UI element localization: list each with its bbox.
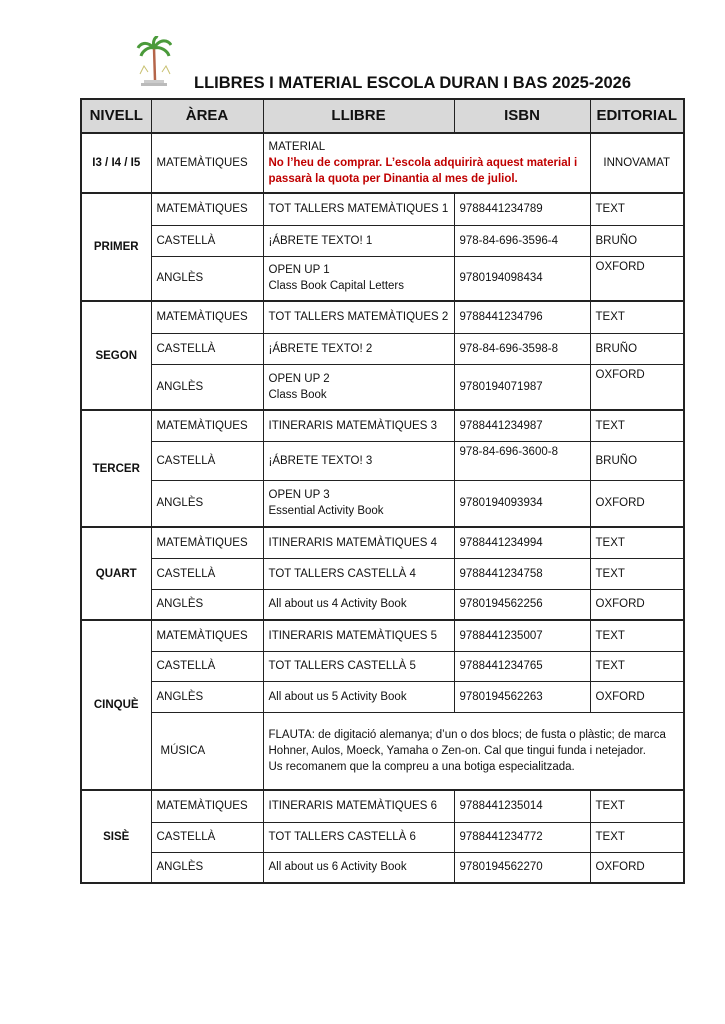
book-cell [263,333,454,364]
table-row [81,620,684,651]
table-row [81,589,684,620]
table-row [81,225,684,256]
isbn-cell: 9788441235014 [454,790,590,822]
book-cell [263,527,454,558]
table-row [81,193,684,225]
isbn-cell: 9780194071987 [454,364,590,410]
isbn-cell: 9780194093934 [454,480,590,527]
editorial-cell: TEXT [590,651,684,681]
table-row [81,480,684,527]
book-title: TOT TALLERS CASTELLÀ 5 [268,660,416,672]
area-cell: ANGLÈS [151,256,263,301]
editorial-cell: TEXT [590,620,684,651]
editorial-cell: BRUÑO [590,441,684,480]
area-cell: MATEMÀTIQUES [151,193,263,225]
book-title: OPEN UP 1 [268,264,330,277]
book-title: MATERIAL [268,141,326,153]
header-nivell: NIVELL [81,99,151,133]
area-cell: MÚSICA [151,712,263,790]
header-area: ÀREA [151,99,263,133]
header-llibre: LLIBRE [263,99,454,133]
level-cell: I3 / I4 / I5 [81,133,151,193]
book-cell [263,364,454,410]
header-isbn: ISBN [454,99,590,133]
area-cell: MATEMÀTIQUES [151,410,263,441]
area-cell: CASTELLÀ [151,822,263,852]
isbn-cell: 9780194562256 [454,589,590,620]
isbn-cell: 9788441234796 [454,301,590,333]
editorial-cell: TEXT [590,822,684,852]
area-cell: MATEMÀTIQUES [151,790,263,822]
isbn-cell: 978-84-696-3596-4 [454,225,590,256]
book-title: All about us 6 Activity Book [268,861,407,874]
music-description-cell [263,712,684,790]
table-row [81,333,684,364]
book-title: All about us 4 Activity Book [268,598,407,611]
level-cell: TERCER [81,410,151,527]
book-cell [263,620,454,651]
table-header [81,99,684,133]
table-row [81,133,684,193]
music-recommendation: Us recomanem que la compreu a una botiga especialitzada. [268,760,575,773]
book-cell [263,589,454,620]
area-cell: ANGLÈS [151,364,263,410]
area-cell: CASTELLÀ [151,651,263,681]
isbn-cell: 9788441234987 [454,410,590,441]
isbn-cell: 9780194562270 [454,852,590,883]
table-row [81,790,684,822]
area-cell: ANGLÈS [151,480,263,527]
area-cell: CASTELLÀ [151,225,263,256]
level-cell: CINQUÈ [81,620,151,790]
area-cell: ANGLÈS [151,681,263,712]
book-title: ITINERARIS MATEMÀTIQUES 4 [268,536,437,549]
table-row [81,441,684,480]
book-title: ITINERARIS MATEMÀTIQUES 3 [268,419,437,432]
book-title: ¡ÁBRETE TEXTO! 1 [268,234,373,247]
editorial-cell: OXFORD [590,364,684,410]
book-title: ¡ÁBRETE TEXTO! 3 [268,454,373,467]
book-cell [263,410,454,441]
editorial-cell: OXFORD [590,256,684,301]
book-cell [263,651,454,681]
isbn-cell: 9788441234765 [454,651,590,681]
header-editorial: EDITORIAL [590,99,684,133]
book-cell [263,225,454,256]
table-row [81,301,684,333]
material-note: No l’heu de comprar. L’escola adquirirà aquest material i passarà la quota per Dinantia al mes de juliol. [268,157,578,185]
level-cell: SISÈ [81,790,151,883]
area-cell: MATEMÀTIQUES [151,527,263,558]
book-title: OPEN UP 3 [268,489,330,502]
area-cell: CASTELLÀ [151,558,263,589]
isbn-cell: 978-84-696-3598-8 [454,333,590,364]
editorial-cell: OXFORD [590,852,684,883]
table-row [81,256,684,301]
book-cell [263,133,590,193]
table-row [81,651,684,681]
editorial-cell: TEXT [590,193,684,225]
book-title: TOT TALLERS CASTELLÀ 4 [268,567,416,580]
isbn-cell: 9788441234994 [454,527,590,558]
area-cell: MATEMÀTIQUES [151,620,263,651]
books-table [80,98,685,884]
book-title: ¡ÁBRETE TEXTO! 2 [268,342,373,355]
isbn-cell: 9788441234758 [454,558,590,589]
isbn-cell: 9780194562263 [454,681,590,712]
book-title: TOT TALLERS CASTELLÀ 6 [268,831,416,843]
book-title: ITINERARIS MATEMÀTIQUES 6 [268,800,437,813]
book-title: OPEN UP 2 [268,372,330,385]
book-cell [263,301,454,333]
area-cell: ANGLÈS [151,852,263,883]
area-cell: ANGLÈS [151,589,263,620]
table-row [81,527,684,558]
isbn-cell: 978-84-696-3600-8 [454,441,590,480]
table-row [81,712,684,790]
level-cell: SEGON [81,301,151,410]
book-cell [263,558,454,589]
book-cell [263,852,454,883]
editorial-cell: OXFORD [590,589,684,620]
book-subtitle: Class Book Capital Letters [268,280,405,293]
table-row [81,410,684,441]
level-cell: PRIMER [81,193,151,301]
isbn-cell: 9788441234772 [454,822,590,852]
area-cell: MATEMÀTIQUES [151,133,263,193]
table-row [81,364,684,410]
book-cell [263,822,454,852]
book-cell [263,790,454,822]
table-row [81,681,684,712]
music-description: FLAUTA: de digitació alemanya; d’un o dos blocs; de fusta o plàstic; de marca Hohner, Aulos, Moeck, Yamaha o Zen-on. Cal que tingui funda i netejador. [268,728,666,757]
editorial-cell: BRUÑO [590,333,684,364]
editorial-cell: INNOVAMAT [590,133,684,193]
book-cell [263,441,454,480]
book-cell [263,256,454,301]
editorial-cell: TEXT [590,410,684,441]
book-cell [263,480,454,527]
area-cell: CASTELLÀ [151,441,263,480]
editorial-cell: BRUÑO [590,225,684,256]
level-cell: QUART [81,527,151,620]
editorial-cell: TEXT [590,790,684,822]
editorial-cell: OXFORD [590,480,684,527]
book-cell [263,681,454,712]
area-cell: MATEMÀTIQUES [151,301,263,333]
editorial-cell: TEXT [590,301,684,333]
palm-tree-logo-icon [136,36,172,88]
page-title: LLIBRES I MATERIAL ESCOLA DURAN I BAS 2025-2026 [194,74,632,92]
editorial-cell: TEXT [590,558,684,589]
isbn-cell: 9780194098434 [454,256,590,301]
book-title: ITINERARIS MATEMÀTIQUES 5 [268,629,437,642]
table-row [81,822,684,852]
area-cell: CASTELLÀ [151,333,263,364]
book-subtitle: Class Book [268,388,327,401]
table-row [81,852,684,883]
book-title: TOT TALLERS MATEMÀTIQUES 2 [268,311,449,324]
book-subtitle: Essential Activity Book [268,505,384,518]
book-cell [263,193,454,225]
editorial-cell: TEXT [590,527,684,558]
book-title: TOT TALLERS MATEMÀTIQUES 1 [268,203,449,216]
table-row [81,558,684,589]
book-title: All about us 5 Activity Book [268,690,407,703]
isbn-cell: 9788441234789 [454,193,590,225]
isbn-cell: 9788441235007 [454,620,590,651]
editorial-cell: OXFORD [590,681,684,712]
